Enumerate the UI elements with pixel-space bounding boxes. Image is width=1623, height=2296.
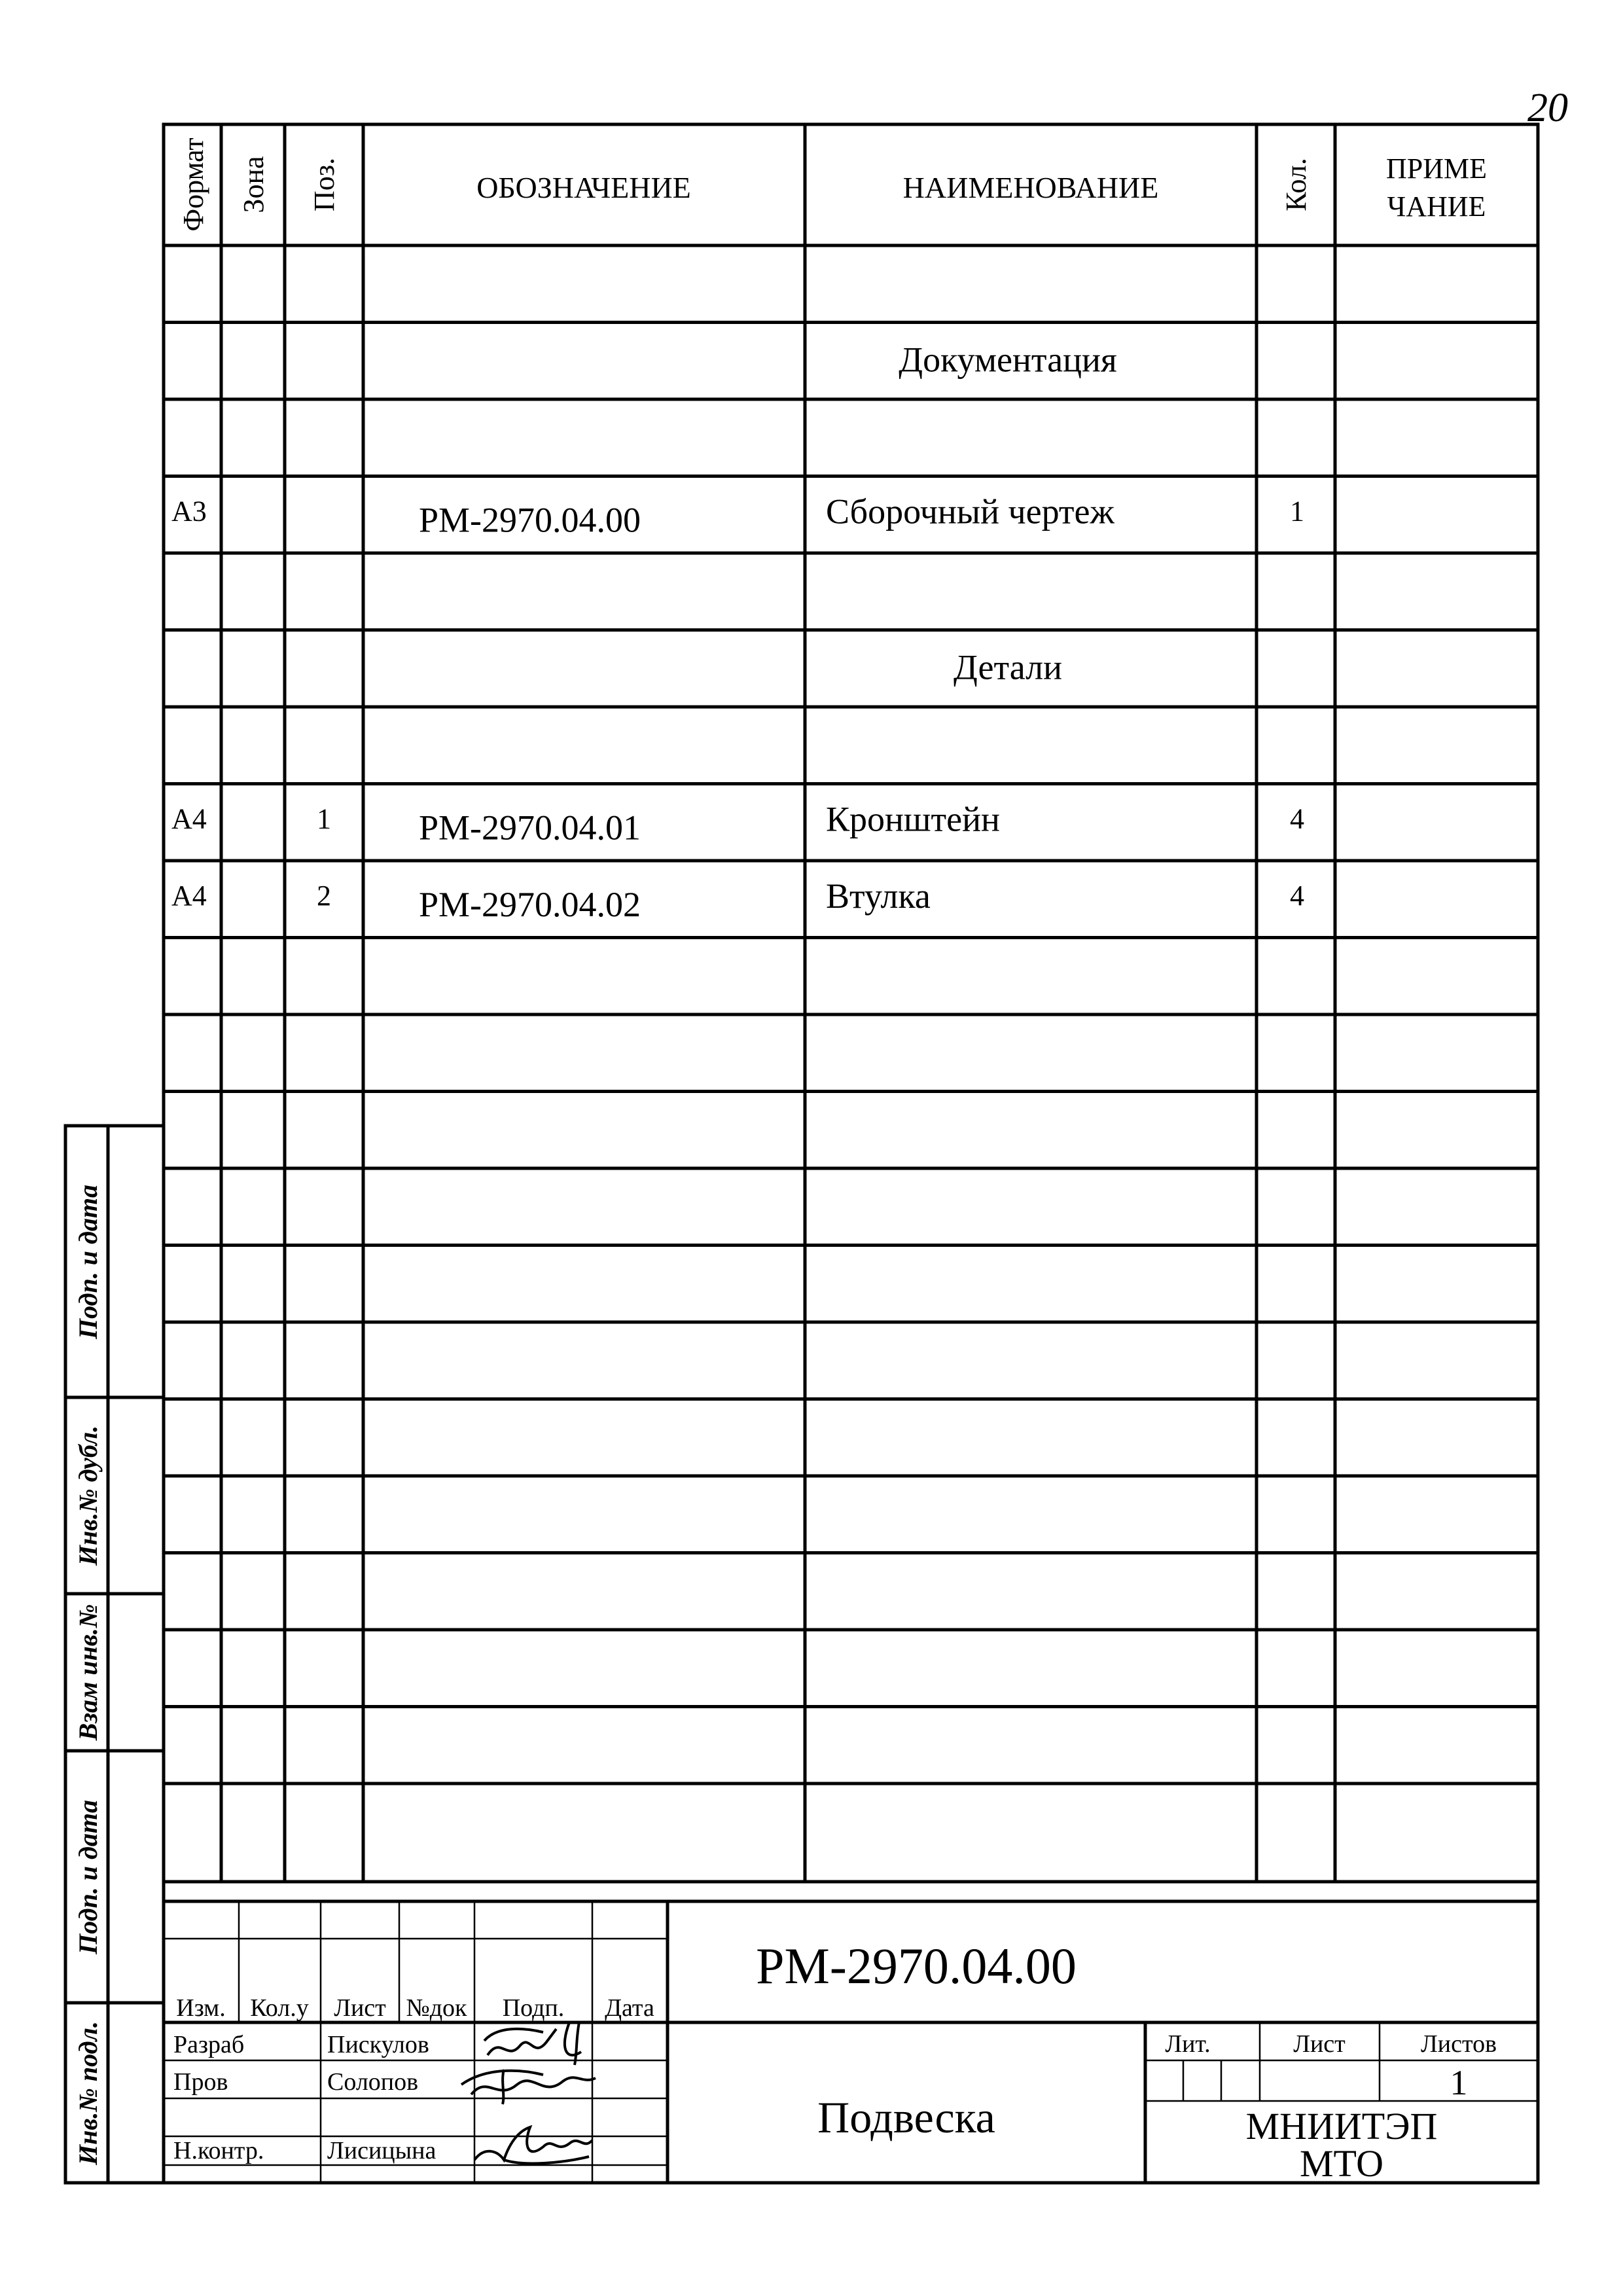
row-designation: РМ-2970.04.01 bbox=[419, 808, 641, 848]
signature-norm-control bbox=[474, 2127, 592, 2163]
header-zone: Зона bbox=[238, 156, 270, 213]
row-pos: 2 bbox=[317, 880, 331, 912]
spec-rows bbox=[171, 340, 1304, 925]
title-block bbox=[164, 1882, 1538, 2185]
change-header-date: Дата bbox=[605, 1994, 654, 2022]
sheet-label: Лист bbox=[1293, 2030, 1346, 2058]
header-name: НАИМЕНОВАНИЕ bbox=[902, 171, 1159, 204]
role-checker: Пров bbox=[173, 2068, 228, 2096]
row-format: А4 bbox=[171, 802, 207, 835]
row-name: Кронштейн bbox=[826, 799, 1000, 839]
header-note-line2: ЧАНИЕ bbox=[1387, 190, 1486, 223]
side-stamp-replace-inv: Взам инв.№ bbox=[73, 1604, 103, 1741]
role-norm-control: Н.контр. bbox=[173, 2137, 264, 2164]
sheets-value: 1 bbox=[1450, 2063, 1468, 2102]
header-designation: ОБОЗНАЧЕНИЕ bbox=[476, 171, 691, 204]
product-name: Подвеска bbox=[817, 2092, 995, 2142]
change-header-kol: Кол.у bbox=[250, 1994, 309, 2022]
lit-label: Лит. bbox=[1165, 2030, 1211, 2058]
row-name: Втулка bbox=[826, 876, 931, 916]
section-title: Документация bbox=[899, 340, 1117, 380]
doc-code: РМ-2970.04.00 bbox=[756, 1937, 1077, 1994]
header-pos: Поз. bbox=[308, 157, 340, 212]
spec-row-lines bbox=[164, 323, 1538, 1784]
section-title: Детали bbox=[953, 647, 1063, 687]
person-checker: Солопов bbox=[327, 2068, 419, 2096]
spec-header bbox=[177, 137, 1487, 231]
header-format: Формат bbox=[177, 137, 209, 232]
side-stamp-sign-date-2: Подп. и дата bbox=[73, 1800, 103, 1954]
main-frame bbox=[164, 124, 1538, 2183]
change-header-doc: №док bbox=[406, 1994, 467, 2022]
person-norm-control: Лисицына bbox=[327, 2137, 437, 2164]
side-stamp bbox=[65, 1126, 164, 2183]
header-note-line1: ПРИМЕ bbox=[1385, 152, 1488, 185]
change-header-izm: Изм. bbox=[176, 1994, 226, 2022]
change-headers bbox=[176, 1994, 654, 2022]
spec-column-lines bbox=[221, 124, 1335, 1882]
person-developer: Пискулов bbox=[327, 2031, 429, 2058]
organization-line1: МНИИТЭП bbox=[1245, 2105, 1438, 2147]
side-stamp-dup-inv: Инв.№ дубл. bbox=[73, 1425, 103, 1566]
row-name: Сборочный чертеж bbox=[826, 492, 1115, 531]
row-qty: 4 bbox=[1290, 802, 1304, 835]
side-stamp-sign-date-1: Подп. и дата bbox=[73, 1185, 103, 1339]
row-designation: РМ-2970.04.02 bbox=[419, 885, 641, 924]
side-stamp-orig-inv: Инв.№ подл. bbox=[73, 2021, 103, 2165]
change-header-sign: Подп. bbox=[502, 1994, 565, 2022]
row-designation: РМ-2970.04.00 bbox=[419, 500, 641, 540]
row-pos: 1 bbox=[317, 802, 331, 835]
role-developer: Разраб bbox=[173, 2031, 245, 2058]
row-qty: 1 bbox=[1290, 495, 1304, 528]
organization-line2: МТО bbox=[1299, 2142, 1384, 2185]
signature-developer bbox=[484, 2022, 581, 2065]
sheets-label: Листов bbox=[1420, 2030, 1497, 2058]
row-format: А4 bbox=[171, 880, 207, 912]
row-qty: 4 bbox=[1290, 880, 1304, 912]
header-qty: Кол. bbox=[1280, 158, 1312, 211]
change-header-list: Лист bbox=[334, 1994, 386, 2022]
page-number: 20 bbox=[1527, 86, 1568, 130]
row-format: А3 bbox=[171, 495, 207, 528]
